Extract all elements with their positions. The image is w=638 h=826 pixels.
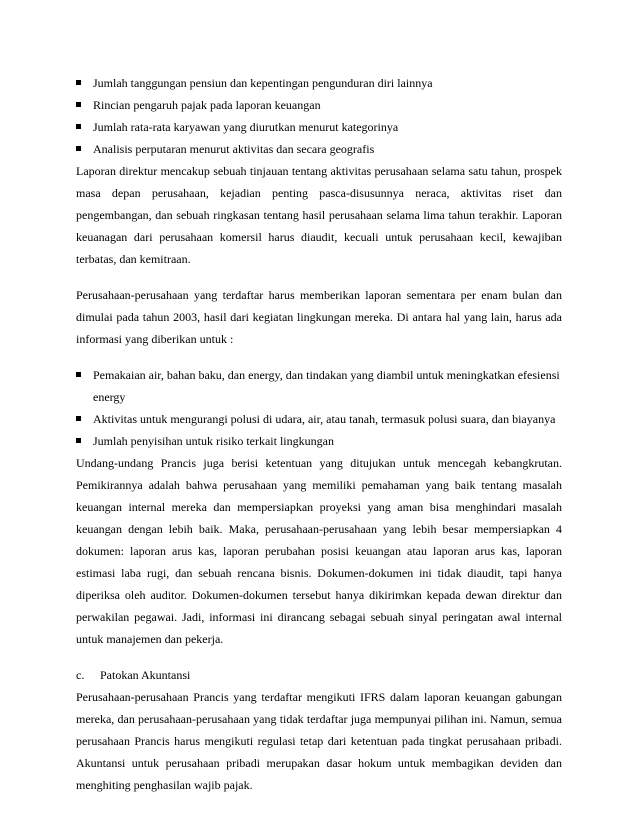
paragraph-directors-report: Laporan direktur mencakup sebuah tinjauan tentang aktivitas perusahaan selama satu tahun, prospek masa depan perusahaan, kejadian penting pasca-disusunnya neraca, aktivitas riset dan pengembangan, dan sebuah ringkasan tentang hasil perusahaan selama lima tahun terakhir. Laporan keuanagan dari perusahaan komersil harus diaudit, kecuali untuk perusahaan kecil, kewajiban terbatas, dan kemitraan. [76, 164, 562, 266]
bullet-list-disclosures [76, 72, 562, 160]
bullet-list-environment [76, 364, 562, 452]
list-item: Jumlah rata-rata karyawan yang diurutkan menurut kategorinya [76, 116, 562, 138]
paragraph-accounting-standards: Perusahaan-perusahaan Prancis yang terdaftar mengikuti IFRS dalam laporan keuangan gabungan mereka, dan perusahaan-perusahaan yang tidak terdaftar juga mempunyai pilihan ini. Namun, semua perusahaan Prancis harus mengikuti regulasi tetap dari ketentuan pada tingkat perusahaan pribadi. Akuntansi untuk perusahaan pribadi merupakan dasar hokum untuk membagikan deviden dan menghiting penghasilan wajib pajak. [76, 690, 562, 792]
list-item: Jumlah tanggungan pensiun dan kepentingan pengunduran diri lainnya [76, 72, 562, 94]
list-item: Aktivitas untuk mengurangi polusi di udara, air, atau tanah, termasuk polusi suara, dan biayanya [76, 408, 562, 430]
section-heading [76, 664, 562, 686]
list-item: Analisis perputaran menurut aktivitas dan secara geografis [76, 138, 562, 160]
list-item: Rincian pengaruh pajak pada laporan keuangan [76, 94, 562, 116]
paragraph-bankruptcy-law: Undang-undang Prancis juga berisi ketentuan yang ditujukan untuk mencegah kebangkrutan. Pemikirannya adalah bahwa perusahaan yang memiliki pemahaman yang baik tentang masalah keuangan internal mereka dan mempersiapkan proyeksi yang aman bisa menghindari masalah keuangan dengan lebih baik. Maka, perusahaan-perusahaan yang lebih besar mempersiapkan 4 dokumen: laporan arus kas, laporan perubahan posisi keuangan atau laporan arus kas, laporan estimasi laba rugi, dan sebuah rencana bisnis. Dokumen-dokumen ini tidak diaudit, tapi hanya diperiksa oleh auditor. Dokumen-dokumen tersebut hanya dikirimkan kepada dewan direktur dan perwakilan pegawai. Jadi, informasi ini dirancang sebagai sebuah sinyal peringatan awal internal untuk manajemen dan pekerja. [76, 456, 562, 646]
list-item: Jumlah penyisihan untuk risiko terkait lingkungan [76, 430, 562, 452]
section-title: Patokan Akuntansi [100, 668, 191, 682]
list-item: Pemakaian air, bahan baku, dan energy, dan tindakan yang diambil untuk meningkatkan efesiensi energy [76, 364, 562, 408]
section-number: c. [76, 668, 85, 682]
paragraph-interim-reports: Perusahaan-perusahaan yang terdaftar harus memberikan laporan sementara per enam bulan dan dimulai pada tahun 2003, hasil dari kegiatan lingkungan mereka. Di antara hal yang lain, harus ada informasi yang diberikan untuk : [76, 288, 562, 346]
document-page [76, 72, 562, 796]
